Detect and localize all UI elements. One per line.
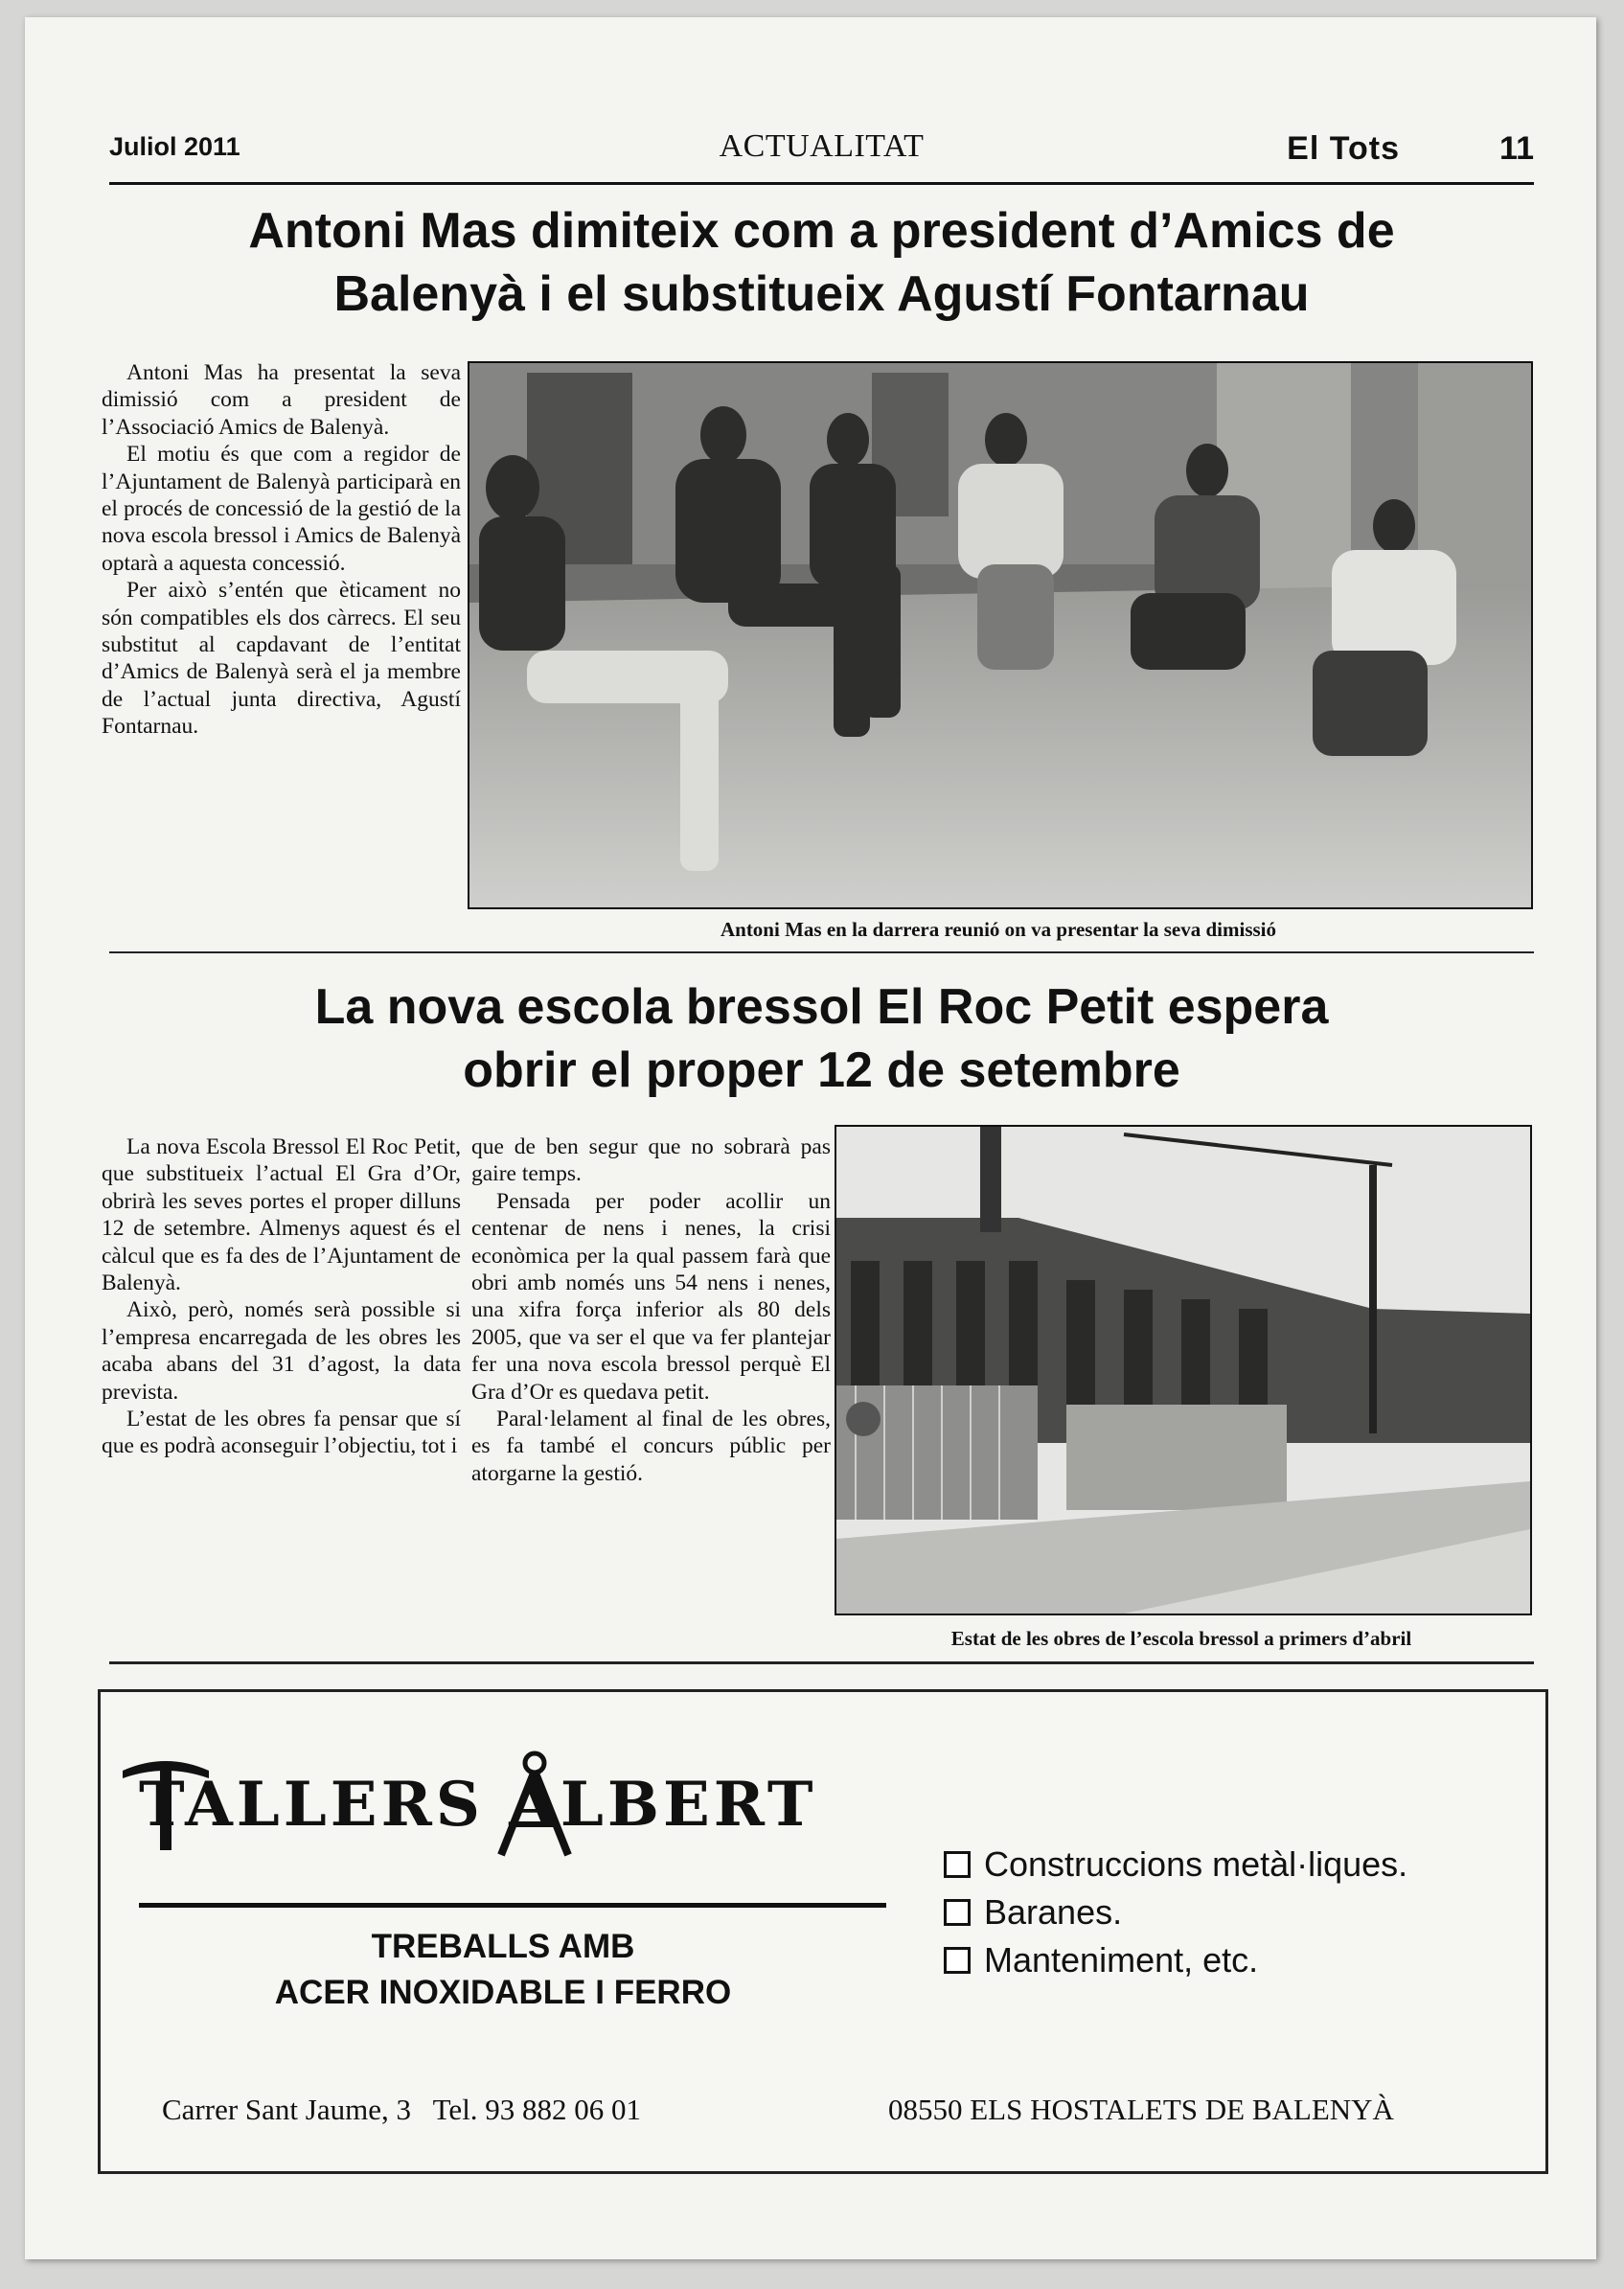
meeting-photo xyxy=(468,361,1533,909)
page-header xyxy=(109,113,1534,185)
newspaper-name: El Tots xyxy=(1287,130,1400,167)
ad-subtitle-line1: TREBALLS AMB xyxy=(371,1928,635,1965)
article2-paragraph: que de ben segur que no sobrarà pas gaire temps. xyxy=(471,1134,831,1187)
article1-headline-line2: Balenyà i el substitueix Agustí Fontarnau xyxy=(333,266,1310,322)
ad-services-list xyxy=(944,1841,1407,1984)
ad-town: 08550 ELS HOSTALETS DE BALENYÀ xyxy=(888,2093,1394,2126)
article2-headline-line1: La nova escola bressol El Roc Petit espera xyxy=(314,979,1329,1035)
article1-paragraph: Antoni Mas ha presentat la seva dimissió com a president de l’Associació Amics de Balenyà. xyxy=(102,360,461,440)
issue-date: Juliol 2011 xyxy=(109,132,240,161)
ad-address: Carrer Sant Jaume, 3 Tel. 93 882 06 01 xyxy=(162,2093,642,2126)
article1-body xyxy=(102,359,461,741)
section-title: ACTUALITAT xyxy=(719,128,925,164)
construction-photo xyxy=(835,1125,1532,1615)
construction-photo-caption: Estat de les obres de l’escola bressol a primers d’abril xyxy=(950,1627,1412,1650)
article1-paragraph: Per això s’entén que èticament no són compatibles els dos càrrecs. El seu substitut al capdavant de l’entitat d’Amics de Balenyà serà el ja membre de l’actual junta directiva, Agustí Fontarnau. xyxy=(102,578,461,740)
checkbox-icon xyxy=(944,1947,971,1974)
article2-headline-line2: obrir el proper 12 de setembre xyxy=(463,1042,1180,1098)
ad-service-label: Manteniment, etc. xyxy=(984,1940,1259,1980)
article2-column2 xyxy=(471,1133,831,1487)
ad-subtitle xyxy=(206,1924,800,2016)
tallers-albert-ad xyxy=(98,1689,1548,2174)
article2-paragraph: Això, però, només serà possible si l’empresa encarregada de les obres les acaba abans del 31 d’agost, la data prevista. xyxy=(102,1297,461,1405)
article1-paragraph: El motiu és que com a regidor de l’Ajuntament de Balenyà participarà en el procés de concessió de la gestió de la nova escola bressol i Amics de Balenyà optarà a aquesta concessió. xyxy=(102,442,461,576)
ad-brand: TALLERS ALBERT xyxy=(139,1769,817,1841)
ad-service-label: Construccions metàl·liques. xyxy=(984,1844,1408,1884)
article2-paragraph: La nova Escola Bressol El Roc Petit, que substitueix l’actual El Gra d’Or, obrirà les seves portes el proper dilluns 12 de setembre. Almenys aquest és el càlcul que es fa des de l’Ajuntament de Balenyà. xyxy=(102,1134,461,1296)
ad-subtitle-line2: ACER INOXIDABLE I FERRO xyxy=(274,1974,732,2011)
construction-photo-image xyxy=(836,1127,1530,1614)
article2-paragraph: Paral·lelament al final de les obres, es fa també el concurs públic per atorgarne la gestió. xyxy=(471,1407,831,1486)
article-divider xyxy=(109,951,1534,953)
ad-service-item xyxy=(944,1841,1407,1888)
article1-headline xyxy=(109,199,1534,326)
ad-service-item xyxy=(944,1888,1407,1936)
newspaper-page xyxy=(25,17,1596,2259)
article1-headline-line1: Antoni Mas dimiteix com a president d’Amics de xyxy=(248,203,1395,259)
article2-paragraph: Pensada per poder acollir un centenar de nens i nenes, la crisi econòmica per la qual passem farà que obri amb només uns 54 nens i nenes, una xifra força inferior als 80 dels 2005, que va ser el que va fer plantejar fer una nova escola bressol perquè El Gra d’Or es quedava petit. xyxy=(471,1188,831,1405)
ad-service-item xyxy=(944,1936,1407,1984)
meeting-photo-image xyxy=(469,363,1531,907)
checkbox-icon xyxy=(944,1899,971,1926)
article2-paragraph: L’estat de les obres fa pensar que sí que es podrà aconseguir l’objectiu, tot i xyxy=(102,1407,461,1459)
article2-headline xyxy=(109,975,1534,1102)
page-number: 11 xyxy=(1499,130,1534,167)
checkbox-icon xyxy=(944,1851,971,1878)
ad-service-label: Baranes. xyxy=(984,1892,1123,1932)
article2-column1 xyxy=(102,1133,461,1460)
meeting-photo-caption: Antoni Mas en la darrera reunió on va presentar la seva dimissió xyxy=(720,918,1277,941)
ad-divider xyxy=(109,1661,1534,1664)
ad-brand-underline xyxy=(139,1903,886,1908)
